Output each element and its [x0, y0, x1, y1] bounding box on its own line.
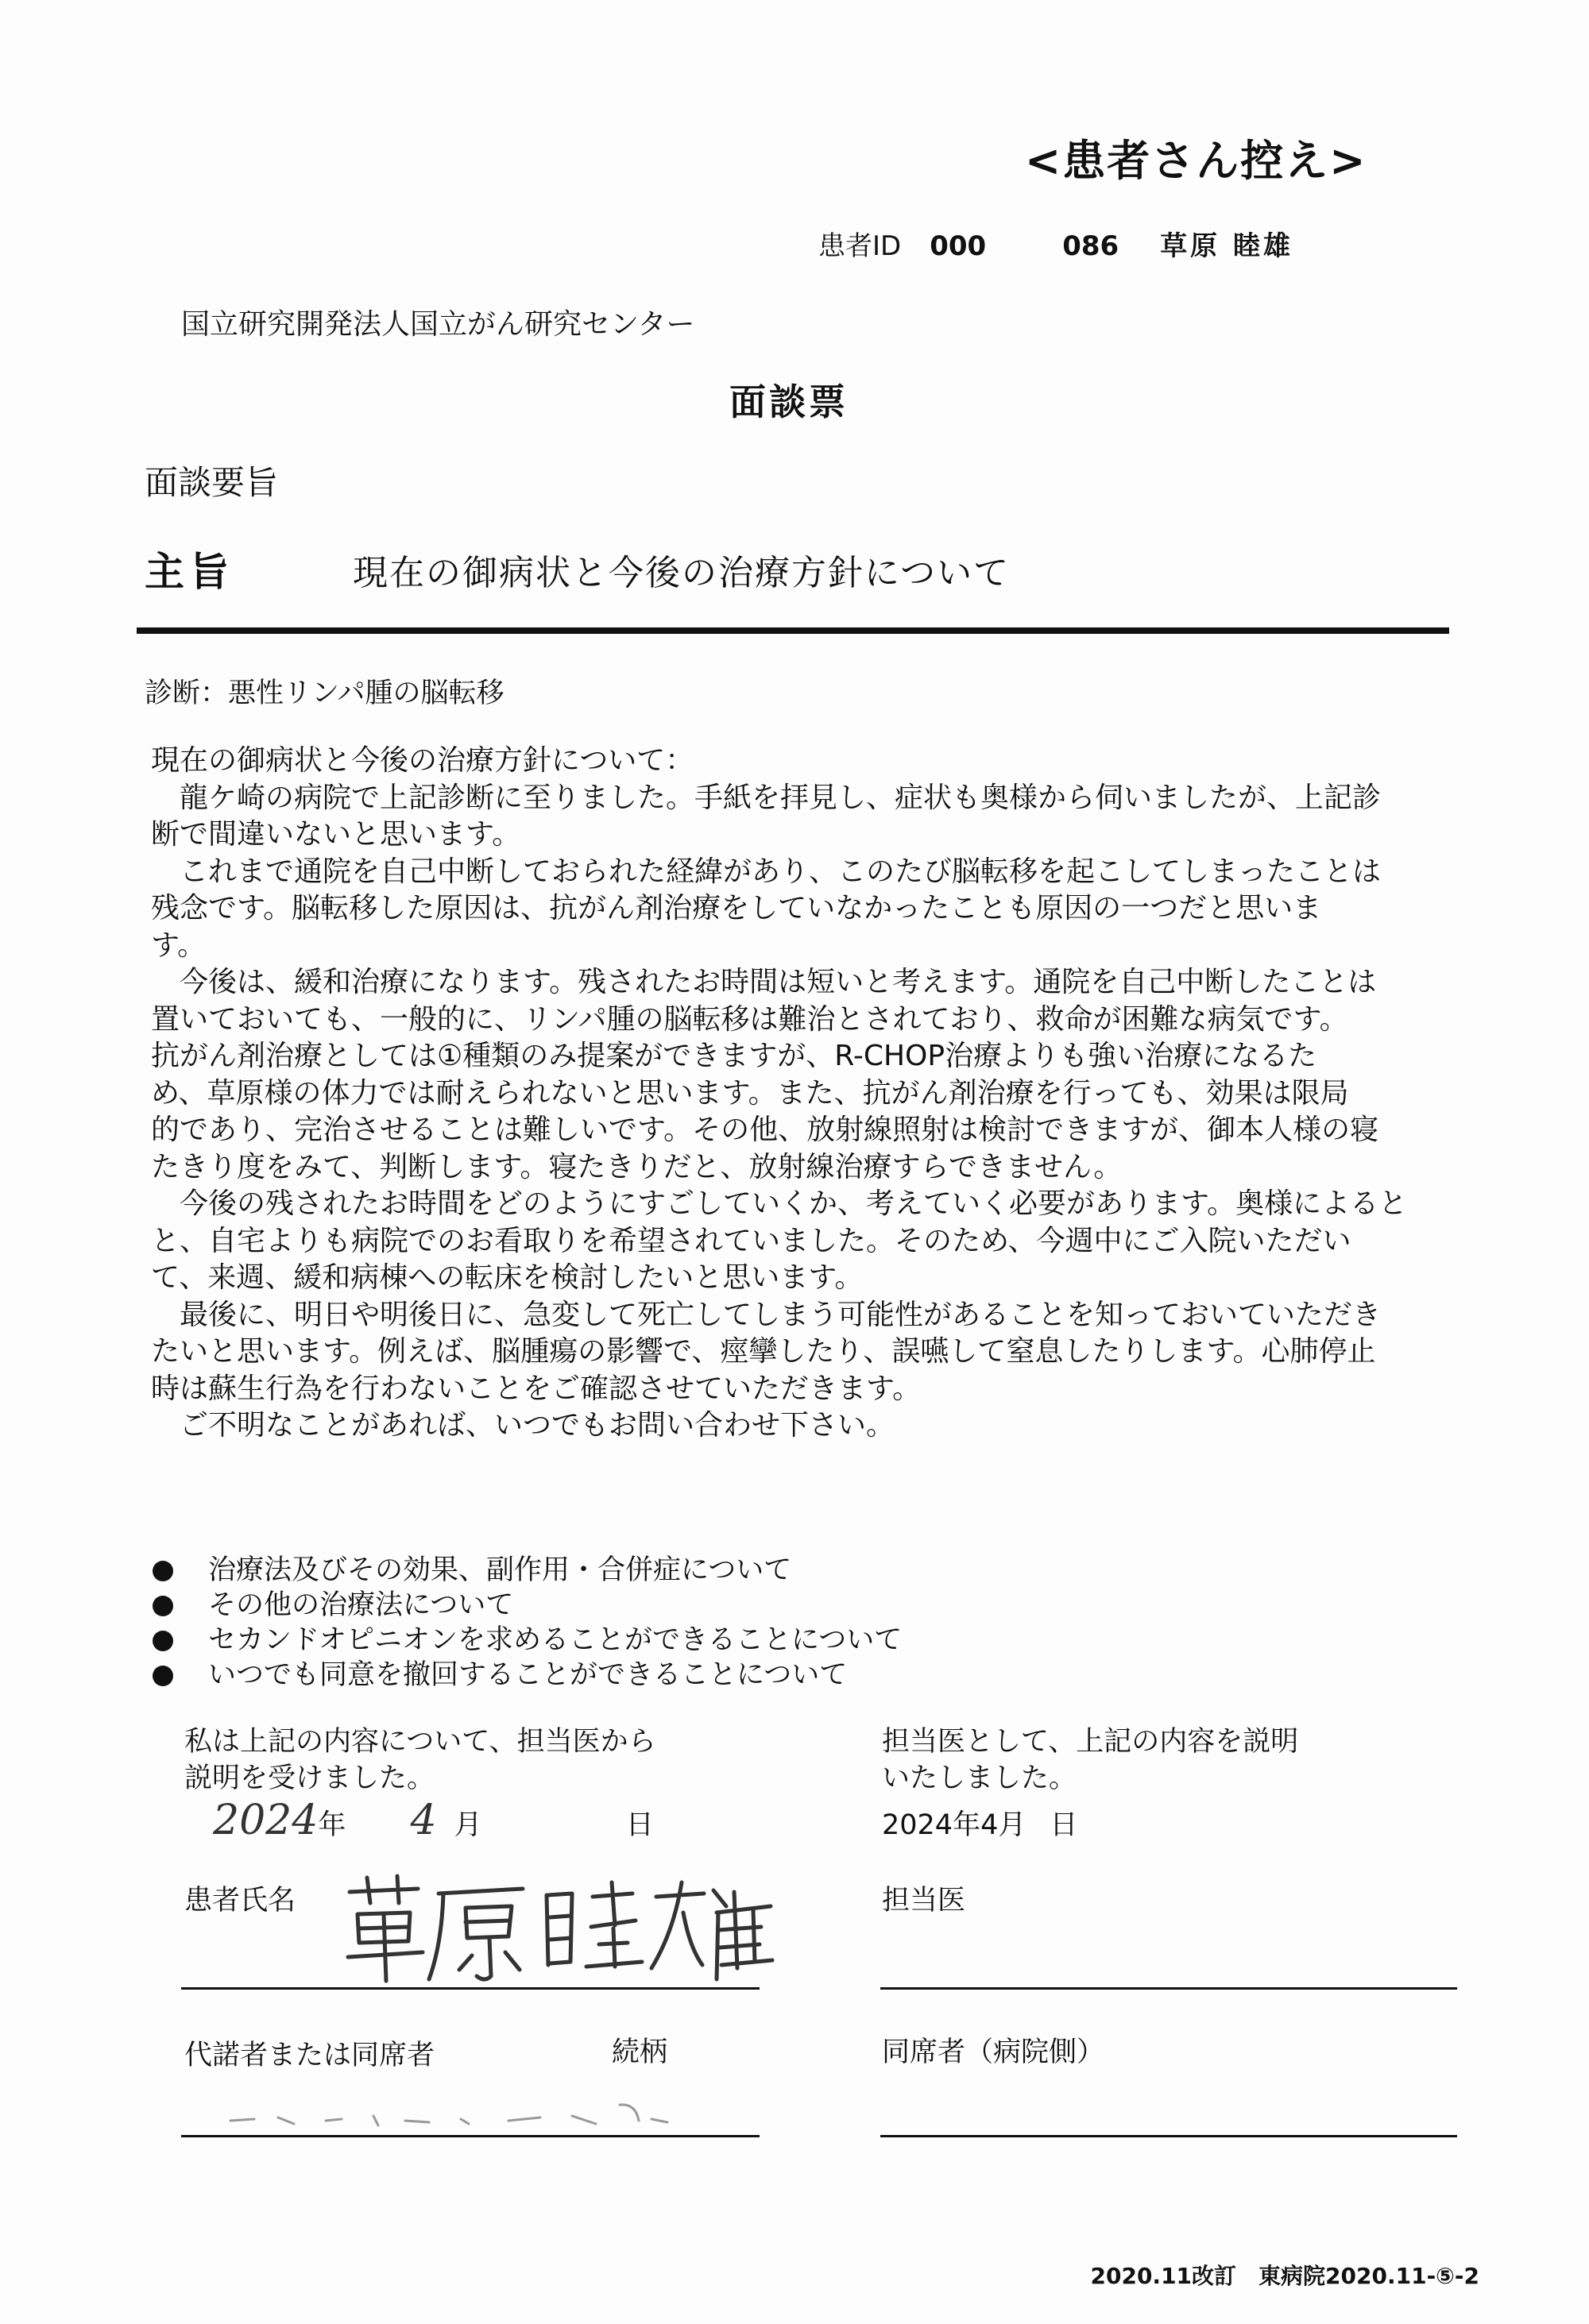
- body-line: 龍ケ崎の病院で上記診断に至りました。手紙を拝見し、症状も奥様から伺いましたが、上記診: [151, 781, 1382, 814]
- bullet-icon: [153, 1631, 173, 1651]
- doctor-statement-line: 担当医として、上記の内容を説明: [882, 1726, 1299, 1758]
- relation-label: 続柄: [612, 2036, 668, 2068]
- purpose-label: 主旨: [145, 549, 234, 595]
- checklist-item: [153, 1588, 902, 1623]
- body-line: 残念です。脳転移した原因は、抗がん剤治療をしていなかったことも原因の一つだと思いま: [151, 892, 1322, 925]
- body-line: て、来週、緩和病棟への転床を検討したいと思います。: [151, 1261, 864, 1294]
- body-line: 現在の御病状と今後の治療方針について：: [151, 744, 694, 777]
- doctor-statement-line: いたしました。: [882, 1762, 1077, 1794]
- patient-signature-line[interactable]: [181, 1987, 760, 1990]
- staff-signature-line[interactable]: [880, 2135, 1457, 2137]
- patient-id-label: 患者ID: [818, 230, 902, 262]
- body-line: ご不明なことがあれば、いつでもお問い合わせ下さい。: [151, 1409, 895, 1442]
- body-line: 今後の残されたお時間をどのようにすごしていくか、考えていく必要があります。奥様によると: [151, 1187, 1408, 1220]
- body-line: 抗がん剤治療としては①種類のみ提案ができますが、R-CHOP治療よりも強い治療になるた: [151, 1040, 1317, 1072]
- explanation-body: [151, 743, 1454, 1445]
- patient-date[interactable]: [213, 1797, 654, 1844]
- body-line: 的であり、完治させることは難しいです。その他、放射線照射は検討できますが、御本人様の寝: [151, 1114, 1379, 1146]
- bullet-icon: [153, 1596, 173, 1616]
- day-unit: 日: [625, 1809, 654, 1841]
- revision-note: 2020.11改訂 東病院2020.11-⑤-2: [1090, 2263, 1479, 2289]
- patient-name-label: 患者氏名: [184, 1885, 296, 1917]
- diagnosis: 診断：悪性リンパ腫の脳転移: [145, 678, 505, 709]
- doctor-date[interactable]: [882, 1803, 1077, 1843]
- body-line: め、草原様の体力では耐えられないと思います。また、抗がん剤治療を行っても、効果は限局: [151, 1076, 1349, 1110]
- patient-id-part1: 000: [930, 230, 987, 262]
- handwritten-year: 2024: [213, 1797, 319, 1844]
- body-line: 置いておいても、一般的に、リンパ腫の脳転移は難治とされており、救命が困難な病気です。: [151, 1002, 1348, 1036]
- checklist-text: セカンドオピニオンを求めることができることについて: [208, 1624, 903, 1656]
- patient-statement: [184, 1724, 656, 1797]
- bullet-icon: [153, 1666, 173, 1686]
- section-divider: [137, 627, 1449, 634]
- doctor-signature-line[interactable]: [880, 1987, 1457, 1990]
- checklist-item: [153, 1553, 902, 1588]
- patient-signature: [340, 1868, 785, 1987]
- body-line: たいと思います。例えば、脳腫瘍の影響で、痙攣したり、誤嚥して窒息したりします。心肺停止: [151, 1335, 1376, 1368]
- checklist-item: [153, 1658, 902, 1693]
- hospital-staff-label: 同席者（病院側）: [882, 2036, 1105, 2068]
- body-line: す。: [151, 928, 207, 962]
- consent-checklist: [153, 1553, 902, 1693]
- institution-name: 国立研究開発法人国立がん研究センター: [181, 308, 695, 341]
- handwritten-month: 4: [410, 1797, 437, 1844]
- checklist-text: 治療法及びその効果、副作用・合併症について: [208, 1554, 792, 1586]
- document-title: 面談票: [729, 380, 849, 423]
- proxy-label: 代諾者または同席者: [184, 2040, 435, 2071]
- copy-label: <患者さん控え>: [1025, 136, 1367, 186]
- body-line: たきり度をみて、判断します。寝たきりだと、放射線治療すらできません。: [151, 1150, 1123, 1183]
- doctor-date-text: 2024年4月: [882, 1809, 1026, 1841]
- body-line: 最後に、明日や明後日に、急変して死亡してしまう可能性があることを知っておいていただき: [151, 1298, 1382, 1331]
- patient-id-part2: 086: [1062, 230, 1119, 262]
- patient-statement-line: 私は上記の内容について、担当医から: [184, 1726, 656, 1758]
- checklist-item: [153, 1623, 902, 1658]
- checklist-text: その他の治療法について: [208, 1589, 514, 1621]
- purpose-text: 現在の御病状と今後の治療方針について: [353, 553, 1011, 593]
- doctor-day-unit: 日: [1050, 1809, 1078, 1841]
- body-line: 断で間違いないと思います。: [151, 818, 521, 851]
- doctor-label: 担当医: [882, 1885, 966, 1917]
- patient-statement-line: 説明を受けました。: [184, 1762, 435, 1794]
- checklist-text: いつでも同意を撤回することができることについて: [208, 1659, 848, 1691]
- bullet-icon: [153, 1561, 173, 1581]
- body-line: 時は蘇生行為を行わないことをご確認させていただきます。: [151, 1372, 922, 1405]
- body-line: これまで通院を自己中断しておられた経緯があり、このたび脳転移を起こしてしまったことは: [151, 855, 1382, 888]
- summary-label: 面談要旨: [145, 463, 279, 502]
- patient-name-header: 草原 睦雄: [1160, 230, 1294, 262]
- body-line: と、自宅よりも病院でのお看取りを希望されていました。そのため、今週中にご入院いただい: [151, 1224, 1351, 1257]
- month-unit: 月: [454, 1809, 482, 1841]
- redacted-proxy-scribble: [222, 2089, 731, 2137]
- doctor-statement: [882, 1724, 1298, 1797]
- body-line: 今後は、緩和治療になります。残されたお時間は短いと考えます。通院を自己中断したことは: [151, 966, 1377, 998]
- patient-id-line: [818, 224, 1293, 263]
- year-unit: 年: [318, 1809, 346, 1841]
